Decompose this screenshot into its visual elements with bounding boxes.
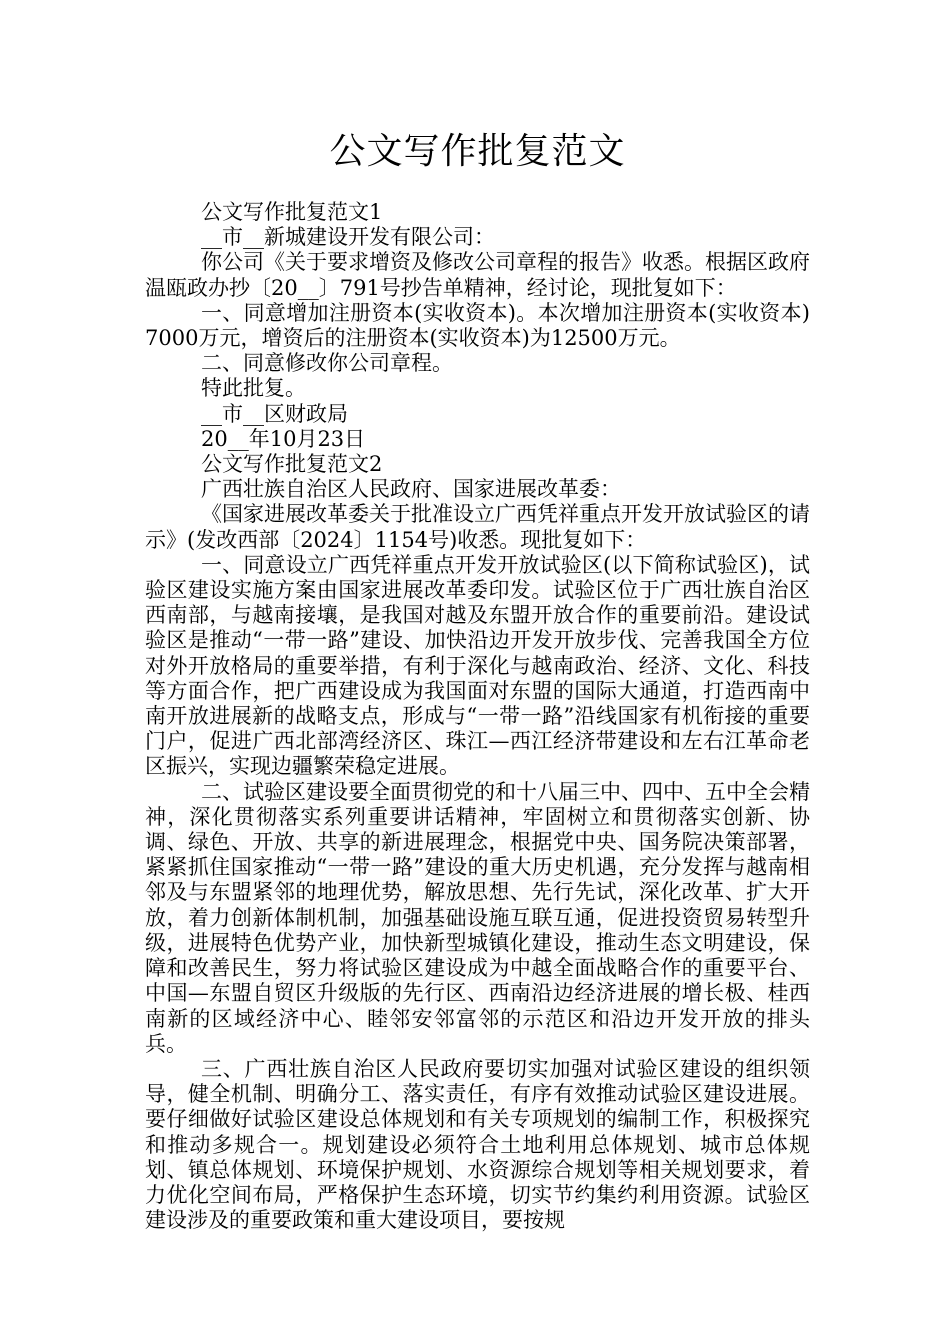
document-body bbox=[145, 200, 810, 1233]
section-heading-2: 公文写作批复范文2 bbox=[201, 452, 383, 477]
body-paragraph: 一、同意增加注册资本(实收资本)。本次增加注册资本(实收资本)7000万元，增资后的注册资本(实收资本)为12500万元。 bbox=[145, 300, 810, 351]
body-paragraph: 二、同意修改你公司章程。 bbox=[201, 351, 453, 376]
body-paragraph: 一、同意设立广西凭祥重点开发开放试验区(以下简称试验区)，试验区建设实施方案由国家进展改革委印发。试验区位于广西壮族自治区西南部，与越南接壤，是我国对越及东盟开放合作的重要前沿。建设试验区是推动“一带一路”建设、加快沿边开发开放步伐、完善我国全方位对外开放格局的重要举措，有利于深化与越南政治、经济、文化、科技等方面合作，把广西建设成为我国面对东盟的国际大通道，打造西南中南开放进展新的战略支点，形成与“一带一路”沿线国家有机衔接的重要门户，促进广西北部湾经济区、珠江—西江经济带建设和左右江革命老区振兴，实现边疆繁荣稳定进展。 bbox=[145, 552, 810, 779]
document-page bbox=[145, 0, 810, 1233]
section-heading-1: 公文写作批复范文1 bbox=[201, 200, 383, 224]
document-title: 公文写作批复范文 bbox=[329, 131, 626, 172]
addressee-line: __市__新城建设开发有限公司： bbox=[201, 225, 495, 250]
date-line: 20__年10月23日 bbox=[201, 426, 366, 451]
addressee-line: 广西壮族自治区人民政府、国家进展改革委： bbox=[201, 477, 621, 502]
body-paragraph: 二、试验区建设要全面贯彻党的和十八届三中、四中、五中全会精神，深化贯彻落实系列重要讲话精神，牢固树立和贯彻落实创新、协调、绿色、开放、共享的新进展理念，根据党中央、国务院决策部署，紧紧抓住国家推动“一带一路”建设的重大历史机遇，充分发挥与越南相邻及与东盟紧邻的地理优势，解放思想、先行先试，深化改革、扩大开放，着力创新体制机制，加强基础设施互联互通，促进投资贸易转型升级，进展特色优势产业，加快新型城镇化建设，推动生态文明建设，保障和改善民生，努力将试验区建设成为中越全面战略合作的重要平台、中国—东盟自贸区升级版的先行区、西南沿边经济进展的增长极、桂西南新的区域经济中心、睦邻安邻富邻的示范区和沿边开发开放的排头兵。 bbox=[145, 779, 810, 1056]
body-paragraph: 《国家进展改革委关于批准设立广西凭祥重点开发开放试验区的请示》(发改西部〔2024〕1154号)收悉。现批复如下： bbox=[145, 502, 810, 552]
body-paragraph: 你公司《关于要求增资及修改公司章程的报告》收悉。根据区政府温瓯政办抄〔20__〕791号抄告单精神，经讨论，现批复如下： bbox=[145, 250, 810, 300]
closing-line: 特此批复。 bbox=[201, 376, 306, 401]
body-paragraph: 三、广西壮族自治区人民政府要切实加强对试验区建设的组织领导，健全机制、明确分工、落实责任，有序有效推动试验区建设进展。要仔细做好试验区建设总体规划和有关专项规划的编制工作，积极探究和推动多规合一。规划建设必须符合土地利用总体规划、城市总体规划、镇总体规划、环境保护规划、水资源综合规划等相关规划要求，着力优化空间布局，严格保护生态环境，切实节约集约利用资源。试验区建设涉及的重要政策和重大建设项目，要按规 bbox=[145, 1056, 810, 1233]
issuer-line: __市__区财政局 bbox=[201, 401, 348, 426]
